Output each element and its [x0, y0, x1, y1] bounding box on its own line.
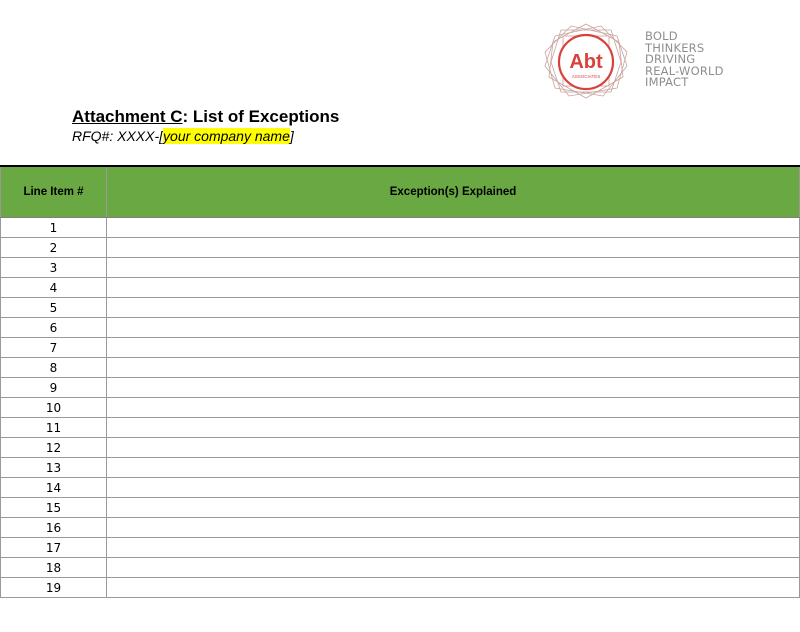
exception-cell[interactable]: [107, 278, 800, 298]
tagline-line-4: REAL-WORLD: [645, 63, 724, 78]
table-row: [1, 218, 800, 238]
line-item-number: 10: [1, 398, 107, 418]
exception-cell[interactable]: [107, 358, 800, 378]
column-header-line-item: Line Item #: [1, 167, 107, 218]
exceptions-table-container: [0, 165, 800, 598]
line-item-number: 17: [1, 538, 107, 558]
line-item-number: 2: [1, 238, 107, 258]
rfq-prefix: RFQ#: XXXX-: [72, 128, 160, 144]
line-item-number: 4: [1, 278, 107, 298]
line-item-number: 5: [1, 298, 107, 318]
exception-cell[interactable]: [107, 578, 800, 598]
table-row: [1, 418, 800, 438]
table-row: [1, 378, 800, 398]
tagline-line-2: THINKERS: [645, 40, 705, 55]
title-attachment: Attachment C: [72, 107, 183, 126]
table-row: [1, 338, 800, 358]
table-header-row: [1, 167, 800, 218]
line-item-number: 3: [1, 258, 107, 278]
table-row: [1, 278, 800, 298]
abt-associates-logo: [541, 22, 631, 100]
column-header-exceptions: Exception(s) Explained: [107, 167, 800, 218]
line-item-number: 18: [1, 558, 107, 578]
line-item-number: 14: [1, 478, 107, 498]
line-item-number: 8: [1, 358, 107, 378]
exception-cell[interactable]: [107, 558, 800, 578]
exception-cell[interactable]: [107, 418, 800, 438]
table-row: [1, 358, 800, 378]
tagline-line-1: BOLD: [645, 29, 678, 43]
table-row: [1, 438, 800, 458]
table-row: [1, 478, 800, 498]
exception-cell[interactable]: [107, 238, 800, 258]
exception-cell[interactable]: [107, 218, 800, 238]
exception-cell[interactable]: [107, 538, 800, 558]
exception-cell[interactable]: [107, 518, 800, 538]
exceptions-table: [0, 167, 800, 598]
exception-cell[interactable]: [107, 498, 800, 518]
exception-cell[interactable]: [107, 458, 800, 478]
table-row: [1, 578, 800, 598]
table-row: [1, 318, 800, 338]
line-item-number: 16: [1, 518, 107, 538]
logo-text: Abt: [569, 51, 603, 73]
line-item-number: 11: [1, 418, 107, 438]
title-rest: : List of Exceptions: [182, 107, 340, 126]
tagline-line-3: DRIVING: [645, 52, 696, 67]
table-row: [1, 458, 800, 478]
table-row: [1, 518, 800, 538]
table-row: [1, 298, 800, 318]
document-title: [72, 107, 339, 127]
brand-tagline: [645, 31, 724, 89]
line-item-number: 6: [1, 318, 107, 338]
line-item-number: 9: [1, 378, 107, 398]
rfq-subtitle: [72, 128, 294, 144]
table-row: [1, 558, 800, 578]
line-item-number: 7: [1, 338, 107, 358]
line-item-number: 12: [1, 438, 107, 458]
tagline-line-5: IMPACT: [645, 75, 689, 90]
table-row: [1, 398, 800, 418]
exception-cell[interactable]: [107, 398, 800, 418]
exception-cell[interactable]: [107, 438, 800, 458]
line-item-number: 19: [1, 578, 107, 598]
line-item-number: 15: [1, 498, 107, 518]
logo-subtext: ASSOCIATES: [571, 74, 601, 79]
table-row: [1, 498, 800, 518]
bracket-close: ]: [289, 128, 294, 144]
exception-cell[interactable]: [107, 378, 800, 398]
exception-cell[interactable]: [107, 478, 800, 498]
table-row: [1, 238, 800, 258]
exception-cell[interactable]: [107, 258, 800, 278]
table-row: [1, 538, 800, 558]
exception-cell[interactable]: [107, 318, 800, 338]
line-item-number: 1: [1, 218, 107, 238]
table-row: [1, 258, 800, 278]
company-name-placeholder[interactable]: your company name: [163, 128, 290, 144]
bracket-open: [: [159, 128, 164, 144]
line-item-number: 13: [1, 458, 107, 478]
exception-cell[interactable]: [107, 338, 800, 358]
exception-cell[interactable]: [107, 298, 800, 318]
